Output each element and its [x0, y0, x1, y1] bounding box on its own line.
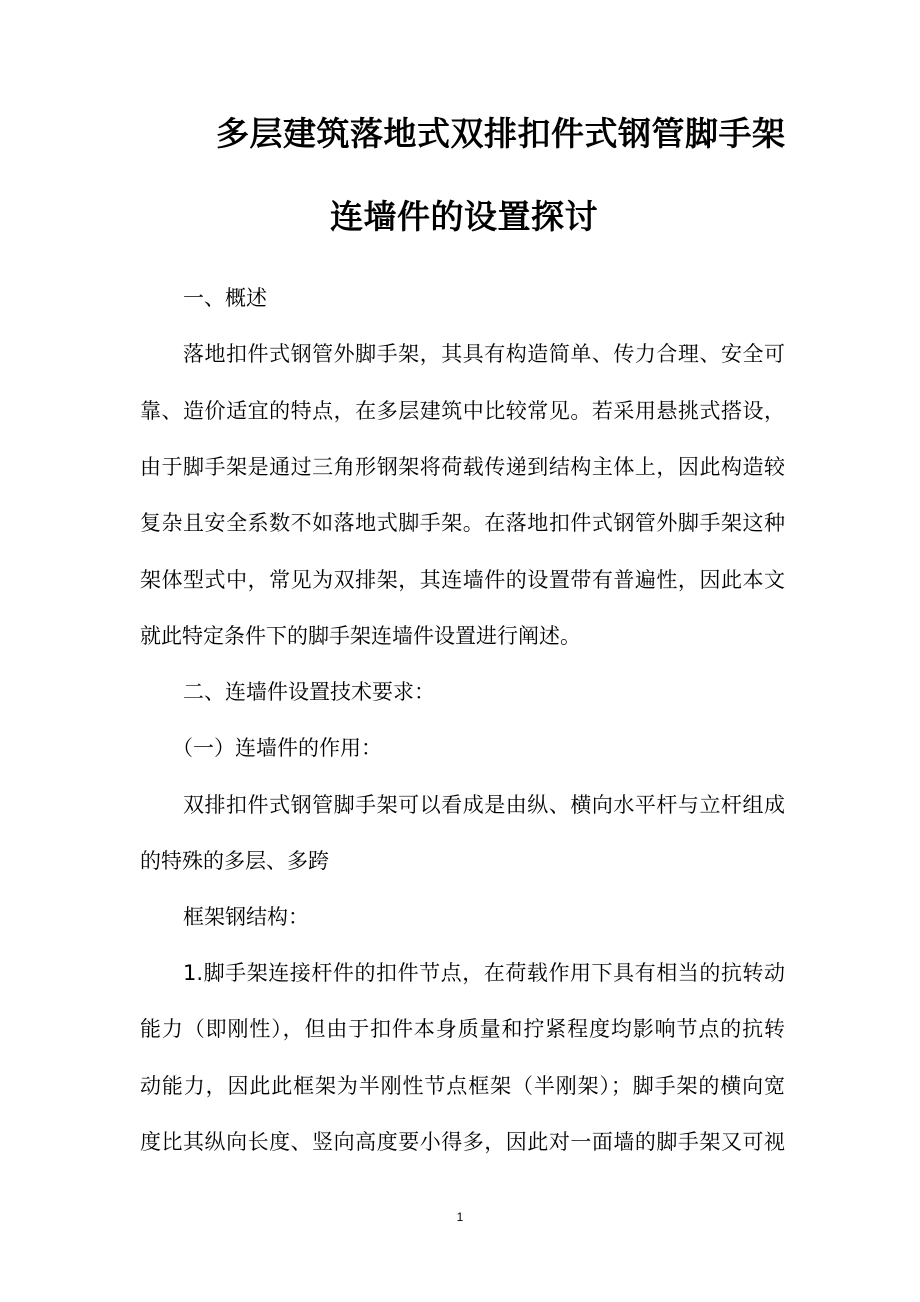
paragraph-line: 动能力，因此此框架为半刚性节点框架（半刚架）；脚手架的横向宽 — [140, 1074, 785, 1098]
paragraph-line: 的特殊的多层、多跨 — [140, 849, 329, 873]
paragraph-line: 度比其纵向长度、竖向高度要小得多，因此对一面墙的脚手架又可视 — [140, 1130, 785, 1154]
paragraph-line: 就此特定条件下的脚手架连墙件设置进行阐述。 — [140, 624, 581, 648]
paragraph-line: 框架钢结构： — [183, 905, 309, 929]
document-title-line-1: 多层建筑落地式双排扣件式钢管脚手架 — [216, 114, 786, 153]
paragraph-line: 1.脚手架连接杆件的扣件节点，在荷载作用下具有相当的抗转动 — [183, 961, 785, 985]
page-number: 1 — [456, 1210, 464, 1224]
section-heading-requirements: 二、连墙件设置技术要求： — [183, 680, 435, 704]
section-heading-overview: 一、概述 — [183, 286, 267, 310]
subsection-heading-function: （一）连墙件的作用： — [172, 736, 382, 760]
paragraph-line: 能力（即刚性），但由于扣件本身质量和拧紧程度均影响节点的抗转 — [140, 1017, 785, 1041]
paragraph-line: 靠、造价适宜的特点，在多层建筑中比较常见。若采用悬挑式搭设， — [140, 399, 785, 423]
paragraph-line: 由于脚手架是通过三角形钢架将荷载传递到结构主体上，因此构造较 — [140, 455, 785, 479]
paragraph-line: 复杂且安全系数不如落地式脚手架。在落地扣件式钢管外脚手架这种 — [140, 511, 785, 535]
paragraph-line: 架体型式中，常见为双排架，其连墙件的设置带有普遍性，因此本文 — [140, 568, 785, 592]
paragraph-line: 双排扣件式钢管脚手架可以看成是由纵、横向水平杆与立杆组成 — [183, 793, 785, 817]
paragraph-line: 落地扣件式钢管外脚手架，其具有构造简单、传力合理、安全可 — [183, 342, 785, 366]
document-title-line-2: 连墙件的设置探讨 — [330, 197, 598, 236]
